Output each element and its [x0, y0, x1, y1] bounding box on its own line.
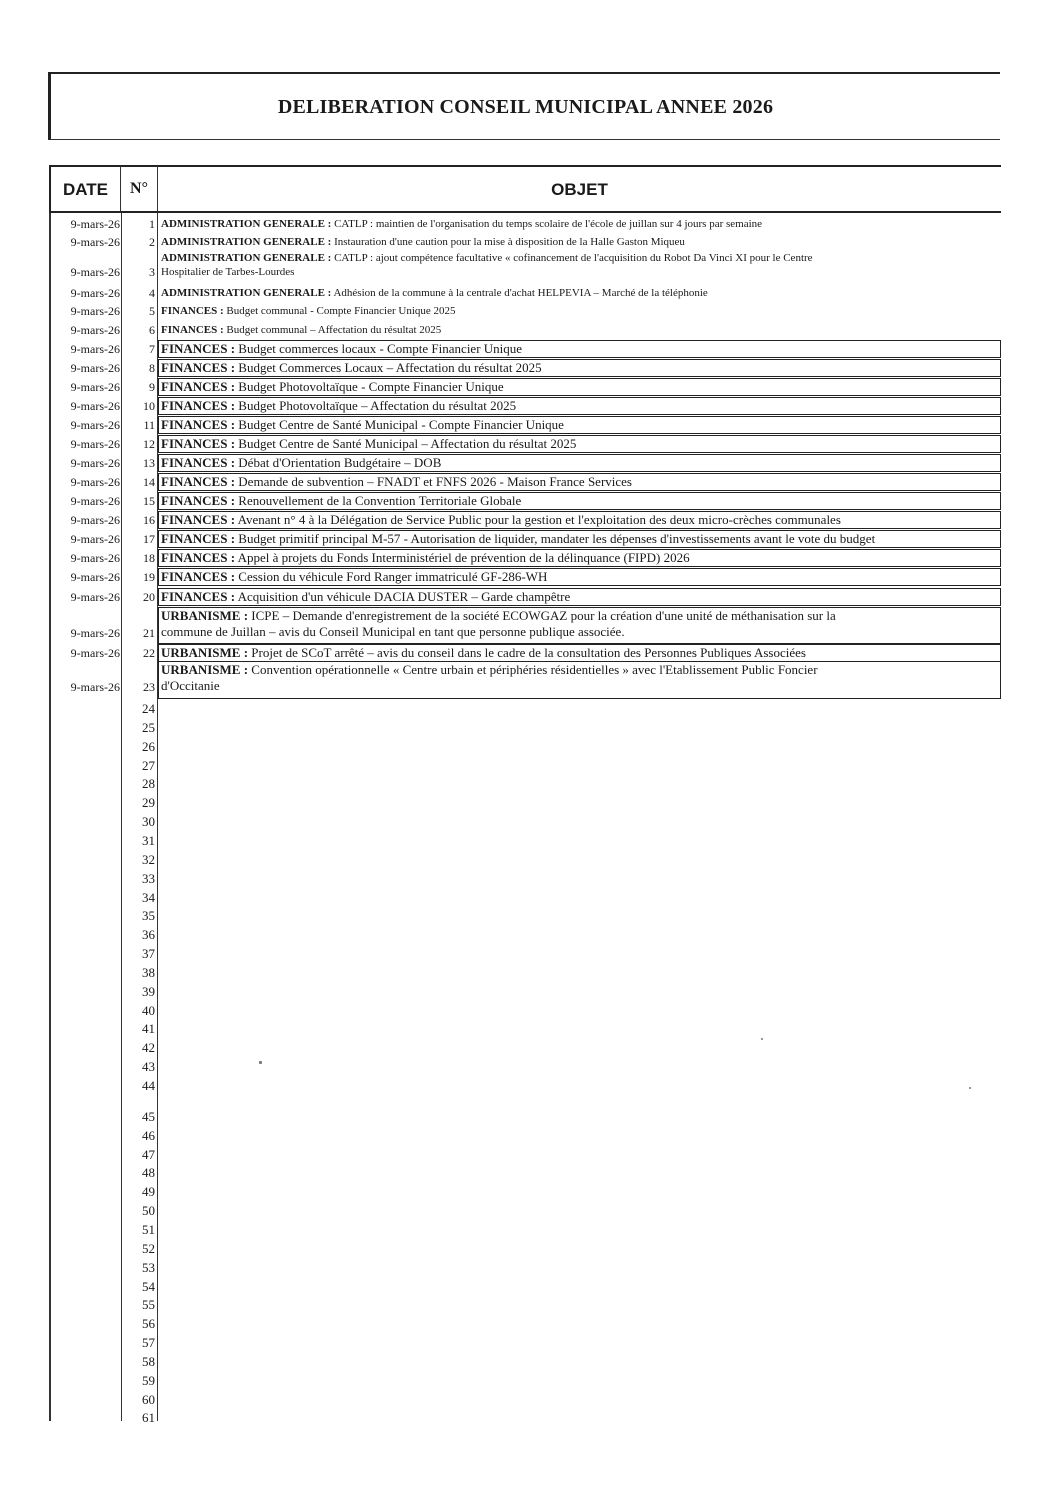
row-number: 61	[142, 1410, 155, 1425]
column-header-objet-label: OBJET	[551, 180, 608, 199]
empty-row	[0, 947, 1058, 963]
row-number: 16	[143, 513, 155, 527]
table-row	[0, 455, 1058, 473]
row-object-text: Appel à projets du Fonds Interministériel de prévention de la délinquance (FIPD) 2026	[235, 550, 690, 565]
row-category: ADMINISTRATION GENERALE :	[161, 236, 332, 248]
row-category: URBANISME :	[161, 608, 249, 623]
row-category: FINANCES :	[161, 417, 236, 432]
row-objet	[161, 493, 999, 509]
row-date: 9-mars-26	[70, 323, 120, 337]
row-objet	[161, 251, 999, 279]
row-number: 30	[142, 814, 155, 829]
row-number: 58	[142, 1354, 155, 1369]
table-row	[0, 379, 1058, 397]
row-category: FINANCES :	[161, 455, 236, 470]
row-category: ADMINISTRATION GENERALE :	[161, 218, 332, 230]
row-date: 9-mars-26	[70, 399, 120, 413]
row-objet	[161, 304, 999, 318]
row-objet	[161, 589, 999, 605]
row-number: 34	[142, 890, 155, 905]
table-row	[0, 304, 1058, 320]
table-row	[0, 323, 1058, 339]
row-objet	[161, 286, 999, 300]
row-object-text: Instauration d'une caution pour la mise à disposition de la Halle Gaston Miqueu	[331, 236, 685, 248]
row-date: 9-mars-26	[70, 235, 120, 249]
row-number: 57	[142, 1335, 155, 1350]
empty-row	[0, 1060, 1058, 1076]
column-header-date	[49, 165, 121, 213]
row-object-text: Acquisition d'un véhicule DACIA DUSTER – Garde champêtre	[235, 589, 571, 604]
row-number: 33	[142, 871, 155, 886]
row-number: 2	[149, 235, 155, 249]
row-number: 11	[143, 418, 155, 432]
row-category: FINANCES :	[161, 474, 236, 489]
row-objet	[161, 474, 999, 490]
row-object-text: Projet de SCoT arrêté – avis du conseil dans le cadre de la consultation des Personnes Publiques Associées	[248, 645, 806, 660]
row-number: 49	[142, 1184, 155, 1199]
table-row	[0, 436, 1058, 454]
table-row	[0, 217, 1058, 233]
row-category: FINANCES :	[161, 360, 236, 375]
table-row	[0, 286, 1058, 302]
row-object-text: Budget commerces locaux - Compte Financier Unique	[235, 341, 523, 356]
row-category: FINANCES :	[161, 531, 236, 546]
table-row	[0, 417, 1058, 435]
row-number: 54	[142, 1279, 155, 1294]
empty-row	[0, 777, 1058, 793]
row-number: 24	[142, 701, 155, 716]
row-object-text: Budget primitif principal M-57 - Autorisation de liquider, mandater les dépenses d'investissements avant le vote du budget	[235, 531, 876, 546]
row-date: 9-mars-26	[70, 680, 120, 694]
row-objet	[161, 608, 999, 640]
empty-row	[0, 1298, 1058, 1314]
row-number: 25	[142, 720, 155, 735]
row-number: 14	[143, 475, 155, 489]
row-category: FINANCES :	[161, 379, 236, 394]
row-objet	[161, 379, 999, 395]
scan-speck	[969, 1087, 971, 1089]
table-row	[0, 360, 1058, 378]
row-number: 28	[142, 776, 155, 791]
empty-row	[0, 1411, 1058, 1427]
row-number: 4	[149, 286, 155, 300]
row-category: URBANISME :	[161, 662, 249, 677]
empty-row	[0, 909, 1058, 925]
row-number: 38	[142, 965, 155, 980]
row-objet	[161, 417, 999, 433]
row-object-text: Budget Photovoltaïque - Compte Financier Unique	[235, 379, 504, 394]
row-number: 21	[143, 626, 155, 640]
empty-row	[0, 1204, 1058, 1220]
row-number: 18	[143, 551, 155, 565]
row-number: 9	[149, 380, 155, 394]
row-number: 29	[142, 795, 155, 810]
row-number: 6	[149, 323, 155, 337]
table-row	[0, 493, 1058, 511]
empty-row	[0, 1041, 1058, 1057]
row-number: 51	[142, 1222, 155, 1237]
empty-row	[0, 1079, 1058, 1095]
row-number: 52	[142, 1241, 155, 1256]
row-category: FINANCES :	[161, 436, 236, 451]
row-category: FINANCES :	[161, 493, 236, 508]
row-number: 7	[149, 342, 155, 356]
row-category: FINANCES :	[161, 341, 236, 356]
row-number: 50	[142, 1203, 155, 1218]
row-object-text: Demande de subvention – FNADT et FNFS 2026 - Maison France Services	[235, 474, 632, 489]
empty-row	[0, 702, 1058, 718]
row-category: FINANCES :	[161, 550, 236, 565]
row-category: FINANCES :	[161, 305, 224, 317]
row-date: 9-mars-26	[70, 286, 120, 300]
row-number: 47	[142, 1147, 155, 1162]
empty-row	[0, 872, 1058, 888]
row-number: 20	[143, 590, 155, 604]
table-row	[0, 645, 1058, 661]
row-category: ADMINISTRATION GENERALE :	[161, 252, 332, 264]
table-row	[0, 512, 1058, 530]
row-date: 9-mars-26	[70, 590, 120, 604]
empty-row	[0, 1166, 1058, 1182]
row-date: 9-mars-26	[70, 570, 120, 584]
row-number: 48	[142, 1165, 155, 1180]
row-object-text: Budget communal – Affectation du résultat 2025	[223, 324, 442, 336]
row-number: 27	[142, 758, 155, 773]
row-number: 60	[142, 1392, 155, 1407]
table-row	[0, 550, 1058, 568]
row-date: 9-mars-26	[70, 456, 120, 470]
row-object-text: Budget Centre de Santé Municipal – Affectation du résultat 2025	[235, 436, 577, 451]
empty-row	[0, 1110, 1058, 1126]
row-number: 56	[142, 1316, 155, 1331]
row-number: 31	[142, 833, 155, 848]
row-object-text-continued: Hospitalier de Tarbes-Lourdes	[161, 266, 295, 278]
row-date: 9-mars-26	[70, 626, 120, 640]
row-number: 23	[143, 680, 155, 694]
empty-row	[0, 891, 1058, 907]
row-object-text-continued: d'Occitanie	[161, 678, 220, 693]
row-number: 44	[142, 1078, 155, 1093]
row-object-text: Cession du véhicule Ford Ranger immatriculé GF-286-WH	[235, 569, 548, 584]
row-date: 9-mars-26	[70, 304, 120, 318]
empty-row	[0, 985, 1058, 1001]
table-row	[0, 398, 1058, 416]
table-row	[0, 569, 1058, 587]
empty-row	[0, 1242, 1058, 1258]
empty-row	[0, 740, 1058, 756]
title-box	[48, 72, 1000, 140]
table-row	[0, 474, 1058, 492]
row-number: 15	[143, 494, 155, 508]
table-row	[0, 251, 1058, 283]
table-row	[0, 662, 1058, 698]
empty-row	[0, 1004, 1058, 1020]
empty-row	[0, 1261, 1058, 1277]
row-number: 46	[142, 1128, 155, 1143]
row-date: 9-mars-26	[70, 475, 120, 489]
row-number: 19	[143, 570, 155, 584]
table-row	[0, 531, 1058, 549]
row-category: FINANCES :	[161, 324, 224, 336]
row-objet	[161, 512, 999, 528]
row-category: FINANCES :	[161, 398, 236, 413]
row-number: 40	[142, 1003, 155, 1018]
row-date: 9-mars-26	[70, 361, 120, 375]
empty-row	[0, 1393, 1058, 1409]
row-date: 9-mars-26	[70, 494, 120, 508]
row-number: 3	[149, 265, 155, 279]
empty-row	[0, 966, 1058, 982]
row-objet	[161, 662, 999, 694]
row-object-text: Budget Commerces Locaux – Affectation du résultat 2025	[235, 360, 542, 375]
empty-row	[0, 815, 1058, 831]
row-number: 55	[142, 1297, 155, 1312]
row-number: 12	[143, 437, 155, 451]
row-object-text: Budget Photovoltaïque – Affectation du résultat 2025	[235, 398, 517, 413]
row-number: 39	[142, 984, 155, 999]
row-category: FINANCES :	[161, 589, 236, 604]
scan-speck	[259, 1061, 262, 1064]
column-header-number-label: N°	[130, 180, 148, 197]
empty-row	[0, 1022, 1058, 1038]
row-number: 45	[142, 1109, 155, 1124]
row-date: 9-mars-26	[70, 418, 120, 432]
empty-row	[0, 834, 1058, 850]
row-number: 17	[143, 532, 155, 546]
empty-row	[0, 759, 1058, 775]
empty-row	[0, 928, 1058, 944]
row-number: 59	[142, 1373, 155, 1388]
row-date: 9-mars-26	[70, 380, 120, 394]
row-object-text: Avenant n° 4 à la Délégation de Service Public pour la gestion et l'exploitation des deux micro-crèches communales	[235, 512, 841, 527]
row-object-text: Convention opérationnelle « Centre urbain et périphéries résidentielles » avec l'Etablissement Public Foncier	[248, 662, 818, 677]
row-date: 9-mars-26	[70, 217, 120, 231]
row-objet	[161, 360, 999, 376]
row-category: FINANCES :	[161, 569, 236, 584]
row-number: 43	[142, 1059, 155, 1074]
row-objet	[161, 217, 999, 231]
table-row	[0, 608, 1058, 644]
empty-row	[0, 1148, 1058, 1164]
empty-row	[0, 1336, 1058, 1352]
row-objet	[161, 645, 999, 661]
column-header-number	[121, 165, 158, 213]
row-number: 5	[149, 304, 155, 318]
table-row	[0, 341, 1058, 359]
row-number: 10	[143, 399, 155, 413]
row-object-text: Renouvellement de la Convention Territoriale Globale	[235, 493, 522, 508]
row-objet	[161, 235, 999, 249]
empty-row	[0, 1223, 1058, 1239]
row-date: 9-mars-26	[70, 437, 120, 451]
empty-row	[0, 853, 1058, 869]
row-number: 35	[142, 908, 155, 923]
row-number: 53	[142, 1260, 155, 1275]
row-number: 37	[142, 946, 155, 961]
row-number: 36	[142, 927, 155, 942]
row-number: 1	[149, 217, 155, 231]
row-date: 9-mars-26	[70, 513, 120, 527]
row-object-text: ICPE – Demande d'enregistrement de la société ECOWGAZ pour la création d'une unité de méthanisation sur la	[248, 608, 836, 623]
row-number: 8	[149, 361, 155, 375]
row-date: 9-mars-26	[70, 551, 120, 565]
empty-row	[0, 1280, 1058, 1296]
row-objet	[161, 455, 999, 471]
row-number: 26	[142, 739, 155, 754]
empty-row	[0, 1317, 1058, 1333]
page-title: DELIBERATION CONSEIL MUNICIPAL ANNEE 2026	[277, 96, 774, 118]
row-object-text: CATLP : maintien de l'organisation du temps scolaire de l'école de juillan sur 4 jours par semaine	[331, 218, 763, 230]
row-object-text: Débat d'Orientation Budgétaire – DOB	[235, 455, 442, 470]
row-objet	[161, 436, 999, 452]
row-number: 42	[142, 1040, 155, 1055]
table-row	[0, 589, 1058, 607]
empty-row	[0, 1129, 1058, 1145]
row-object-text: Adhésion de la commune à la centrale d'achat HELPEVIA – Marché de la téléphonie	[331, 287, 708, 299]
column-header-date-label: DATE	[62, 180, 108, 199]
row-date: 9-mars-26	[70, 265, 120, 279]
row-number: 32	[142, 852, 155, 867]
row-object-text: Budget Centre de Santé Municipal - Compte Financier Unique	[235, 417, 564, 432]
row-category: URBANISME :	[161, 645, 249, 660]
row-number: 22	[143, 646, 155, 660]
row-date: 9-mars-26	[70, 646, 120, 660]
column-header-objet	[158, 165, 1001, 213]
row-object-text: CATLP : ajout compétence facultative « cofinancement de l'acquisition du Robot Da Vinci XI pour le Centre	[331, 252, 813, 264]
row-objet	[161, 531, 999, 547]
empty-row	[0, 1185, 1058, 1201]
row-object-text-continued: commune de Juillan – avis du Conseil Municipal en tant que personne publique associée.	[161, 624, 625, 639]
row-object-text: Budget communal - Compte Financier Unique 2025	[223, 305, 456, 317]
table-row	[0, 235, 1058, 251]
row-date: 9-mars-26	[70, 342, 120, 356]
scan-speck	[761, 1038, 763, 1040]
empty-row	[0, 796, 1058, 812]
empty-row	[0, 1355, 1058, 1371]
row-category: ADMINISTRATION GENERALE :	[161, 287, 332, 299]
row-objet	[161, 398, 999, 414]
row-objet	[161, 323, 999, 337]
row-date: 9-mars-26	[70, 532, 120, 546]
row-category: FINANCES :	[161, 512, 236, 527]
empty-row	[0, 721, 1058, 737]
row-objet	[161, 550, 999, 566]
row-objet	[161, 569, 999, 585]
row-objet	[161, 341, 999, 357]
empty-row	[0, 1374, 1058, 1390]
row-number: 13	[143, 456, 155, 470]
row-number: 41	[142, 1021, 155, 1036]
